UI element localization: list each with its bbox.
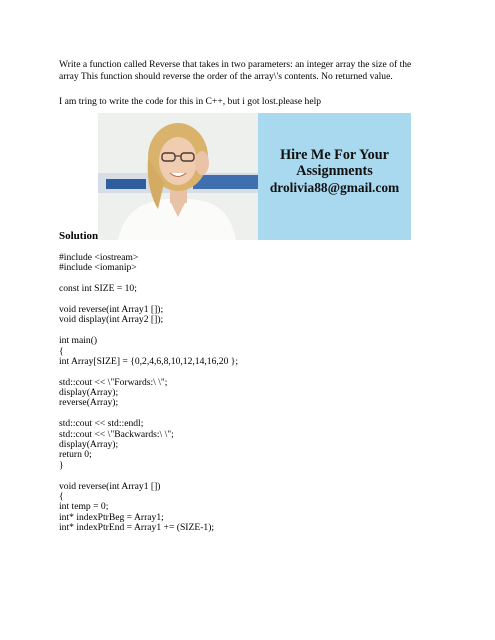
help-request-text: I am tring to write the code for this in C++, but i got lost.please help (59, 96, 322, 107)
code-line: std::cout << std::endl; (59, 418, 144, 430)
advertisement-banner (98, 113, 411, 240)
code-line: #include <iomanip> (59, 262, 137, 274)
code-line: display(Array); (59, 439, 119, 451)
question-text: Write a function called Reverse that takes in two parameters: an integer array the size of the array This function should reverse the order of the array\'s contents. No returned value. (59, 59, 412, 82)
solution-heading: Solution (59, 230, 99, 242)
code-line: std::cout << \"Backwards:\ \"; (59, 428, 174, 440)
code-line: int Array[SIZE] = {0,2,4,6,8,10,12,14,16,20 }; (59, 355, 239, 367)
code-line: void reverse(int Array1 []) (59, 480, 161, 492)
ad-headline-line1: Hire Me For Your (280, 147, 389, 163)
code-line: std::cout << \"Forwards:\ \"; (59, 376, 168, 388)
code-line: int main() (59, 335, 98, 347)
code-line: { (59, 490, 64, 502)
code-line: #include <iostream> (59, 252, 139, 263)
code-line: { (59, 345, 64, 357)
code-line: void reverse(int Array1 []); (59, 303, 164, 315)
code-line: int temp = 0; (59, 501, 109, 513)
code-line: const int SIZE = 10; (59, 283, 137, 295)
tutor-photo (98, 113, 258, 240)
code-line: } (59, 459, 64, 471)
ad-headline-line2: Assignments (296, 163, 373, 179)
code-line: return 0; (59, 449, 92, 461)
code-line: display(Array); (59, 387, 119, 399)
code-line (59, 326, 439, 336)
code-line: void display(int Array2 []); (59, 314, 164, 326)
ad-text-block (258, 147, 411, 196)
code-line: int* indexPtrEnd = Array1 += (SIZE-1); (59, 522, 215, 534)
code-line: int* indexPtrBeg = Array1; (59, 511, 164, 523)
solution-code-block (59, 253, 439, 534)
ad-email-link[interactable]: drolivia88@gmail.com (269, 180, 400, 195)
woman-portrait-icon (98, 113, 258, 240)
code-line: reverse(Array); (59, 397, 119, 409)
